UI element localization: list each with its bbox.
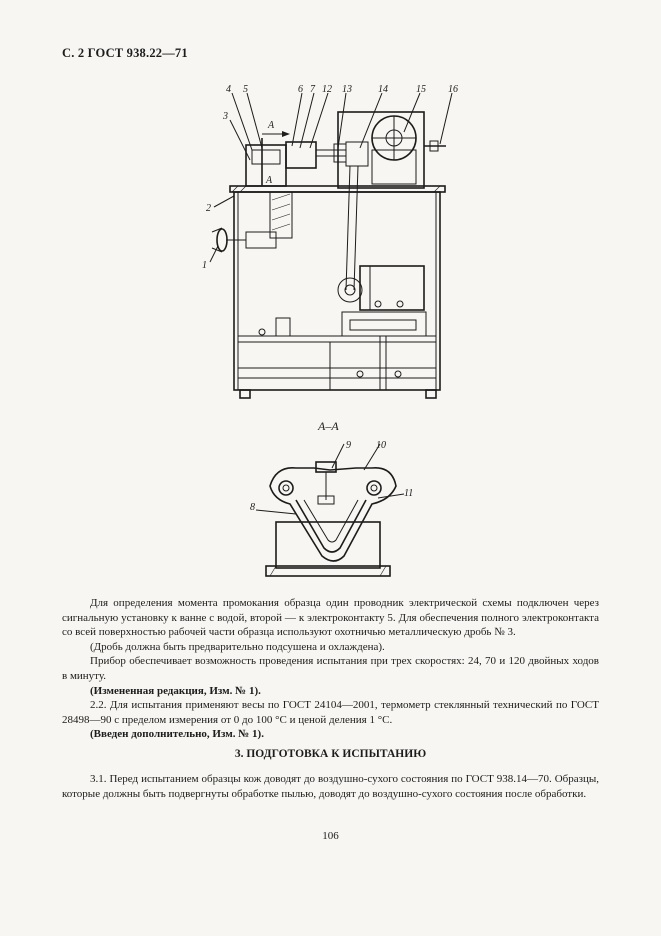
paragraph-speeds: Прибор обеспечивает возможность проведения испытания при трех скоростях: 24, 70 и 120 двойных ходов в минуту.: [62, 655, 599, 682]
section-marker-bottom: А: [266, 175, 273, 186]
callout-1: 1: [202, 260, 207, 271]
paragraph-3-1: 3.1. Перед испытанием образцы кож доводят до воздушно-сухого состояния по ГОСТ 938.14—70. Образцы, которые должны быть подвергнуты обработке пылью, доводят до воздушно-сухого состояния после обработки.: [62, 773, 599, 800]
paragraph-contact: Для определения момента промокания образца один проводник электрической схемы подключен через сигнальную установку к ванне с водой, второй — к электроконтакту 5. Для обеспечения полного электроконтакта со всей поверхностью рабочей части образца используют охотничью металлическую дробь № 3.: [62, 597, 599, 639]
callout-4: 4: [226, 84, 231, 95]
callout-9: 9: [346, 440, 351, 451]
callout-15: 15: [416, 84, 426, 95]
upper-drive: [286, 112, 446, 290]
callout-16: 16: [448, 84, 458, 95]
section-marker-top: А: [268, 120, 275, 131]
callout-11: 11: [404, 488, 414, 499]
callout-8: 8: [250, 502, 255, 513]
motor: [338, 266, 426, 390]
callout-7: 7: [310, 84, 315, 95]
paragraph-2-2: 2.2. Для испытания применяют весы по ГОСТ 24104—2001, термометр стеклянный технический по ГОСТ 28498—90 с пределом измерения от 0 до 100 °С и ценой деления 1 °С.: [62, 699, 599, 726]
section-label: А–А: [318, 419, 339, 433]
section-title: 3. ПОДГОТОВКА К ИСПЫТАНИЮ: [234, 748, 427, 760]
section-a-a: [250, 440, 413, 576]
paragraph-amendment-2: (Введен дополнительно, Изм. № 1).: [90, 728, 264, 741]
paragraph-shot-note: (Дробь должна быть предварительно подсушена и охлаждена).: [90, 640, 385, 653]
page-header: С. 2 ГОСТ 938.22—71: [62, 46, 188, 60]
callout-13: 13: [342, 84, 352, 95]
paragraph-amendment-1: (Измененная редакция, Изм. № 1).: [90, 684, 261, 697]
callout-12: 12: [322, 84, 332, 95]
callout-6: 6: [298, 84, 303, 95]
body-paragraphs: [62, 596, 599, 742]
callout-5: 5: [243, 84, 248, 95]
section-body: [62, 772, 599, 801]
callout-3: 3: [223, 111, 228, 122]
callout-14: 14: [378, 84, 388, 95]
machine-frame: [230, 186, 445, 398]
page-number: 106: [322, 830, 339, 842]
callout-2: 2: [206, 203, 211, 214]
callout-10: 10: [376, 440, 386, 451]
